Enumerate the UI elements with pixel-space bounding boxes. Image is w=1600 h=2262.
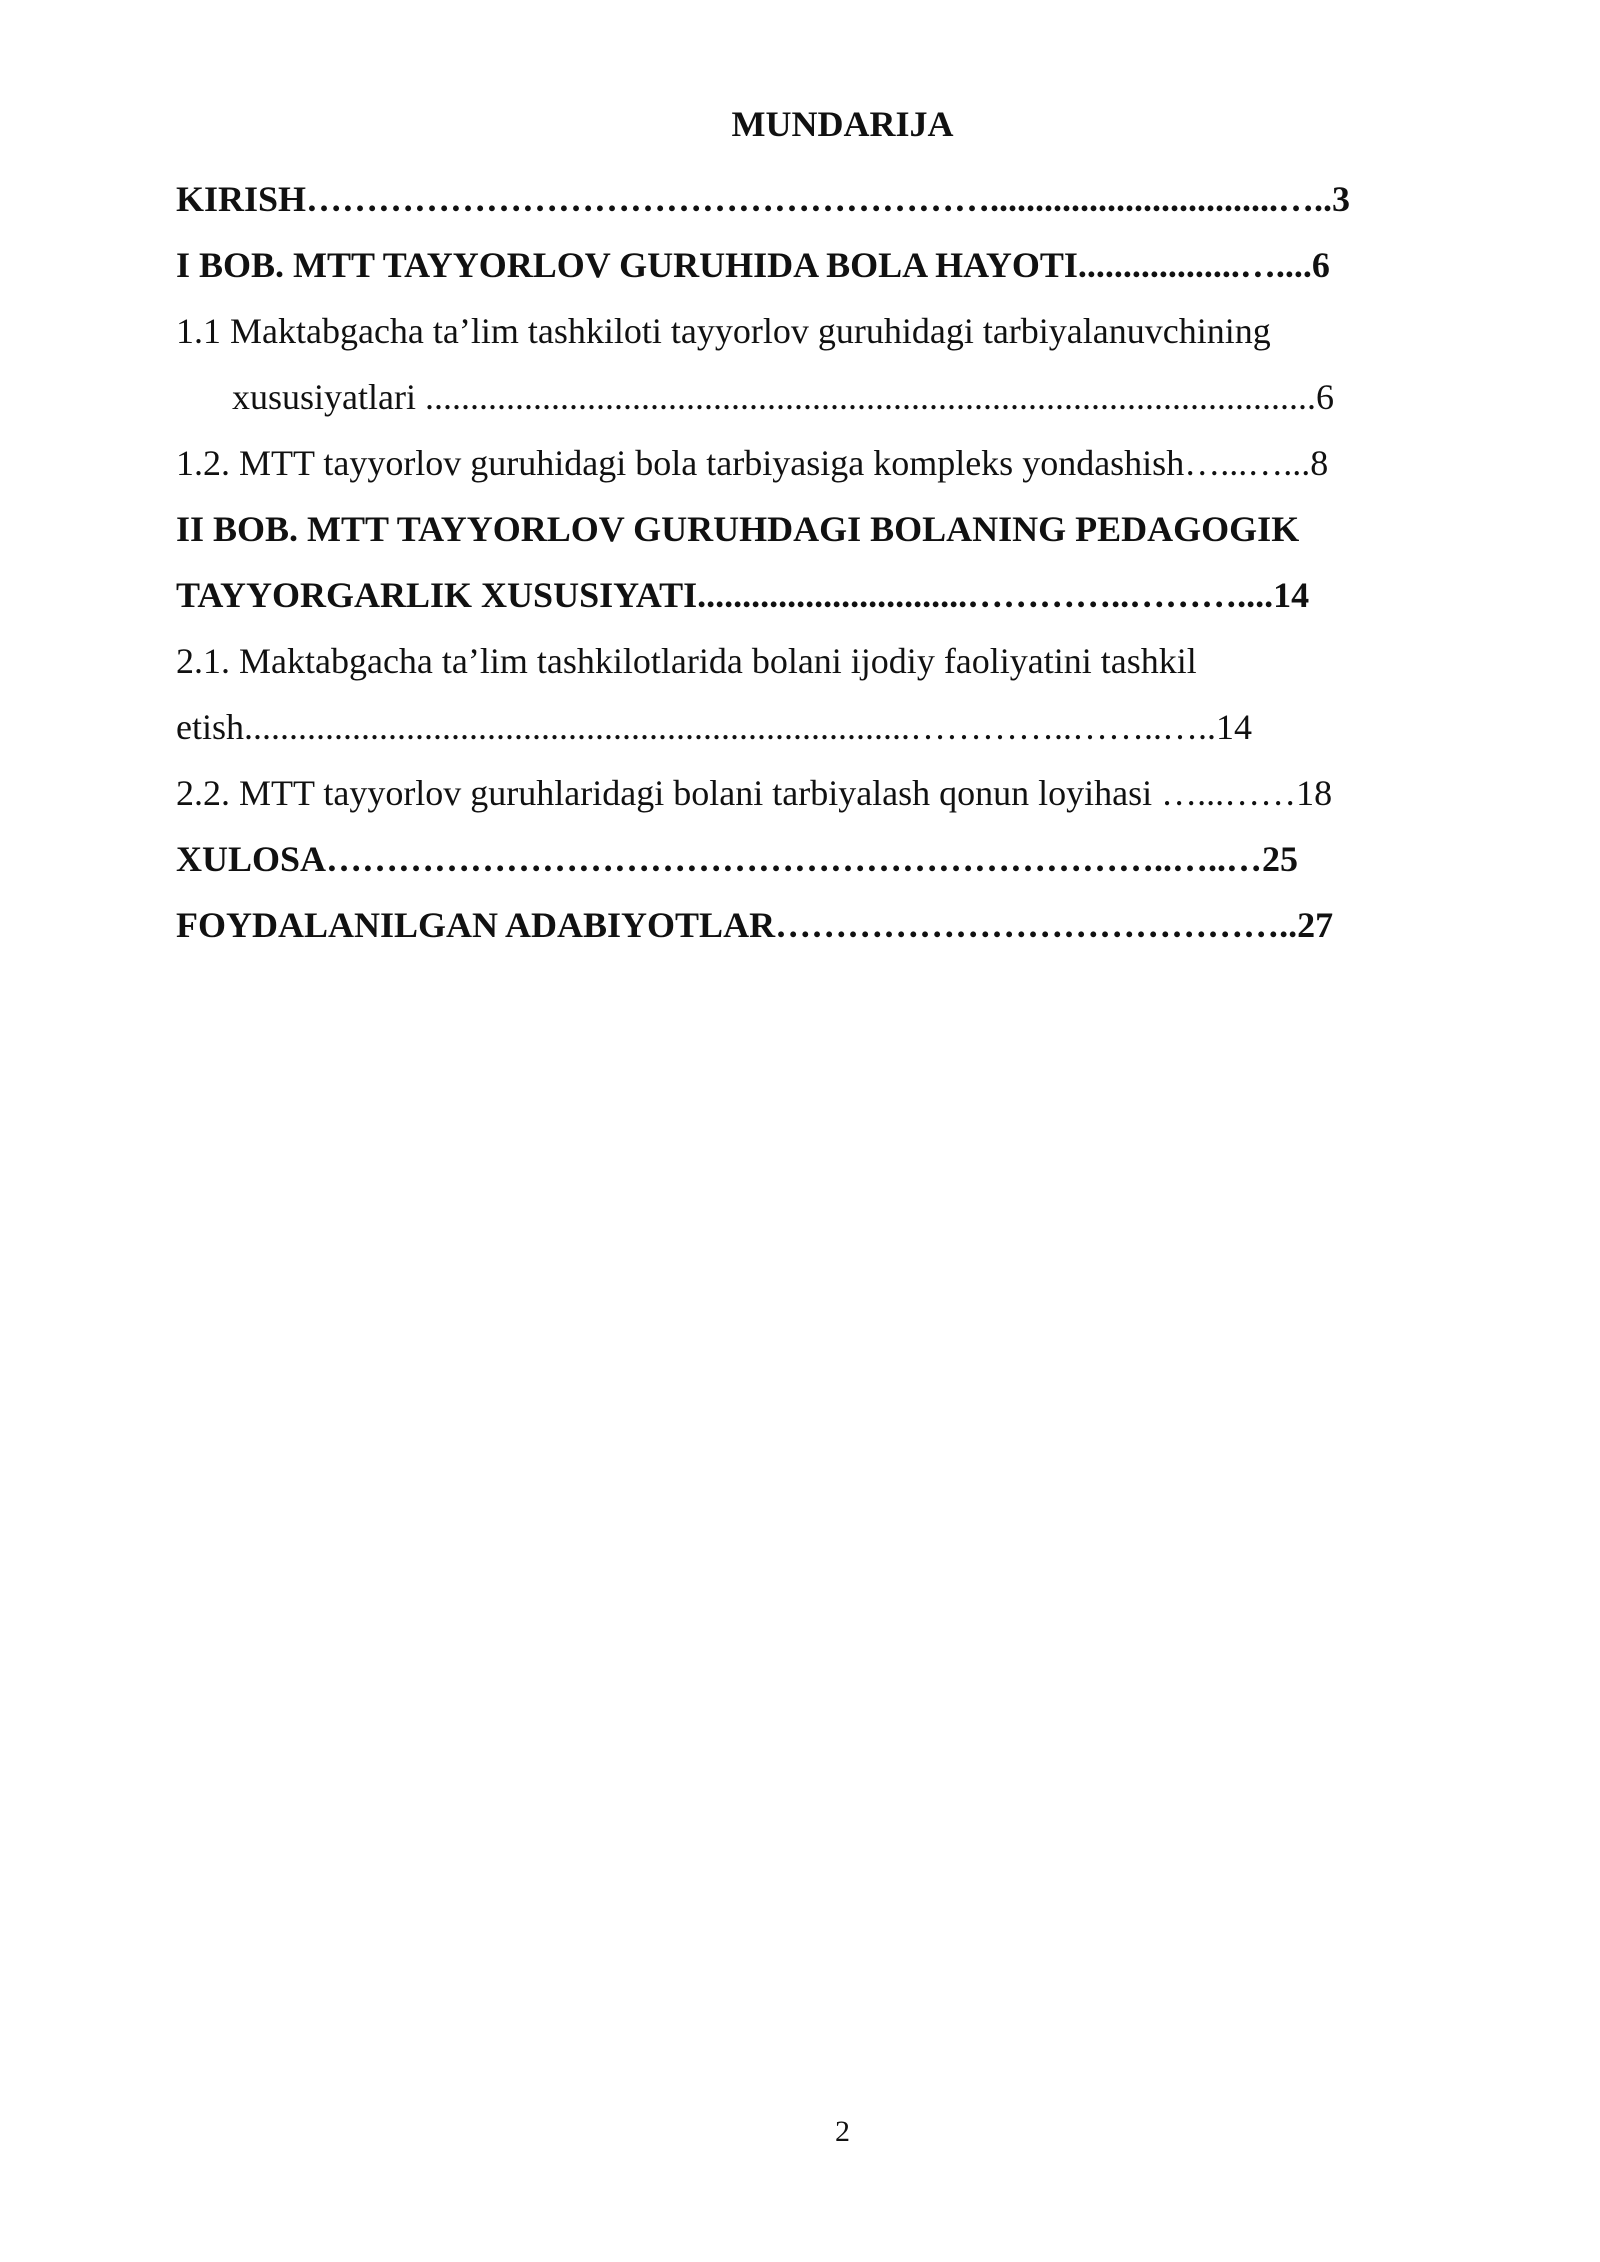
toc-entry-kirish[interactable]: KIRISH…………………………………………………................................…..3 bbox=[176, 179, 1351, 219]
toc-entry-chapter-1[interactable]: I BOB. MTT TAYYORLOV GURUHIDA BOLA HAYOTI..................…....6 bbox=[176, 245, 1330, 285]
toc-entry-adabiyotlar[interactable]: FOYDALANILGAN ADABIYOTLAR……………………………………..27 bbox=[176, 905, 1334, 945]
page-number: 2 bbox=[835, 2115, 850, 2148]
toc-entry-section-1-2[interactable]: 1.2. MTT tayyorlov guruhidagi bola tarbiyasiga kompleks yondashish…...…...8 bbox=[176, 443, 1329, 483]
toc-entry-section-2-1[interactable]: 2.1. Maktabgacha ta’lim tashkilotlarida bolani ijodiy faoliyatini tashkil bbox=[176, 641, 1197, 681]
table-of-contents bbox=[176, 166, 1401, 958]
page-title: MUNDARIJA bbox=[731, 104, 954, 144]
toc-entry-xulosa[interactable]: XULOSA……………………………………………………………..…..…25 bbox=[176, 839, 1299, 879]
toc-entry-chapter-2-continued[interactable]: TAYYORGARLIK XUSUSIYATI..............................…………..………....14 bbox=[176, 575, 1310, 615]
toc-entry-section-2-2[interactable]: 2.2. MTT tayyorlov guruhlaridagi bolani tarbiyalash qonun loyihasi …...……18 bbox=[176, 773, 1333, 813]
toc-entry-section-1-1[interactable]: 1.1 Maktabgacha ta’lim tashkiloti tayyorlov guruhidagi tarbiyalanuvchining bbox=[176, 311, 1271, 351]
toc-entry-chapter-2[interactable]: II BOB. MTT TAYYORLOV GURUHDAGI BOLANING PEDAGOGIK bbox=[176, 509, 1300, 549]
toc-entry-section-2-1-continued[interactable]: etish..........................................................................…………..……..…..14 bbox=[176, 707, 1252, 747]
toc-entry-section-1-1-continued[interactable]: xususiyatlari ...................................................................................................6 bbox=[232, 377, 1334, 417]
